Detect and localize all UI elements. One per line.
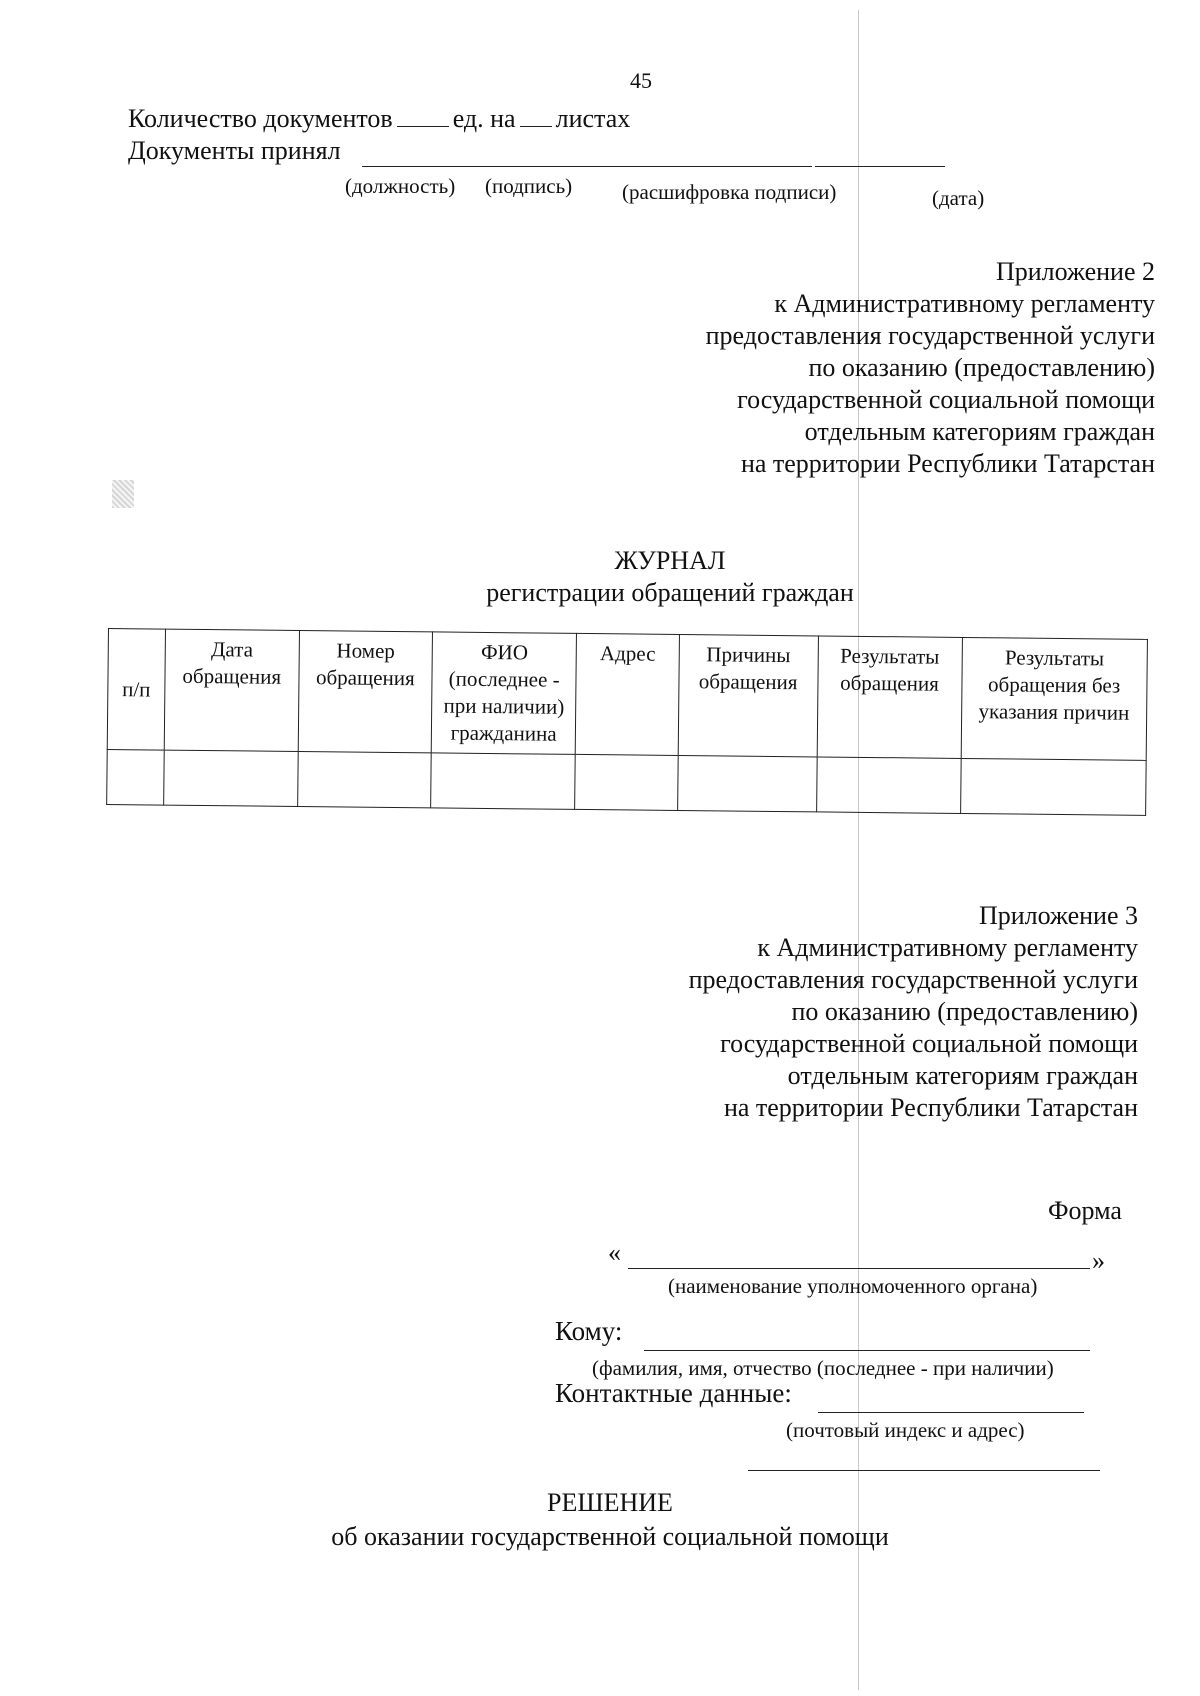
caption-position: (должность) [345, 174, 456, 198]
contacts-label: Контактные данные: [555, 1378, 792, 1408]
date-line [815, 166, 945, 167]
appendix-2-line: по оказанию (предоставлению) [808, 353, 1155, 382]
contacts-extra-line [748, 1470, 1100, 1471]
header-cell: Результаты обращения без указания причин [961, 637, 1148, 760]
accepted-by-line [362, 166, 812, 167]
header-cell: Номер обращения [298, 631, 433, 753]
contacts-line [818, 1412, 1084, 1413]
doc-count-blank [397, 106, 449, 127]
table-row [107, 749, 1147, 815]
quote-open: « [608, 1238, 621, 1267]
table-cell [107, 749, 165, 805]
appendix-2-line: отдельным категориям граждан [804, 417, 1155, 446]
table-cell [297, 751, 431, 807]
contacts-caption: (почтовый индекс и адрес) [786, 1418, 1025, 1442]
header-cell: ФИО (последнее - при наличии) гражданина [431, 632, 576, 755]
caption-signature: (подпись) [485, 174, 573, 198]
table-cell [960, 758, 1146, 815]
header-cell: Причины обращения [678, 634, 818, 756]
to-line [644, 1350, 1090, 1351]
table-cell [164, 750, 298, 806]
form-label: Форма [1048, 1196, 1122, 1225]
appendix-3-line: по оказанию (предоставлению) [791, 997, 1138, 1026]
accepted-by-label: Документы принял [128, 136, 341, 165]
sheets-count-blank [520, 106, 552, 127]
table-cell [816, 757, 961, 814]
page-number: 45 [630, 68, 652, 93]
appendix-2-line: государственной социальной помощи [737, 385, 1155, 414]
appendix-3-line: к Административному регламенту [757, 933, 1138, 962]
quote-close: » [1092, 1246, 1105, 1275]
to-caption: (фамилия, имя, отчество (последнее - при наличии) [592, 1356, 1054, 1380]
org-name-line [628, 1268, 1090, 1269]
to-label: Кому: [555, 1316, 623, 1346]
journal-subtitle: регистрации обращений граждан [486, 578, 854, 607]
appendix-3-line: отдельным категориям граждан [787, 1061, 1138, 1090]
caption-signature-decoding: (расшифровка подписи) [622, 180, 837, 204]
appendix-3-line: государственной социальной помощи [720, 1029, 1138, 1058]
header-cell: п/п [107, 629, 165, 751]
doc-count-line [128, 104, 630, 134]
appendix-3-line: на территории Республики Татарстан [723, 1093, 1138, 1122]
doc-count-suffix: листах [555, 104, 631, 133]
decision-title: РЕШЕНИЕ [547, 1488, 673, 1517]
journal-header-row [107, 629, 1147, 761]
appendix-3-line: Приложение 3 [978, 901, 1138, 930]
appendix-3-header [438, 900, 1138, 1124]
header-cell: Адрес [575, 633, 679, 755]
table-cell [575, 754, 678, 810]
caption-date: (дата) [932, 186, 985, 210]
doc-count-mid: ед. на [452, 104, 516, 133]
appendix-3-line: предоставления государственной услуги [688, 965, 1138, 994]
doc-count-prefix: Количество документов [128, 104, 393, 133]
journal-table [106, 628, 1148, 816]
journal-title: ЖУРНАЛ [614, 546, 726, 575]
appendix-2-line: предоставления государственной услуги [705, 321, 1155, 350]
appendix-2-line: к Административному регламенту [774, 289, 1155, 318]
appendix-2-line: Приложение 2 [995, 257, 1155, 286]
org-name-caption: (наименование уполномоченного органа) [668, 1274, 1038, 1298]
appendix-2-header [455, 256, 1155, 480]
header-cell: Дата обращения [164, 629, 299, 751]
decision-subtitle: об оказании государственной социальной помощи [331, 1522, 889, 1551]
header-cell: Результаты обращения [817, 636, 962, 759]
scan-artifact [112, 480, 134, 508]
appendix-2-line: на территории Республики Татарстан [740, 449, 1155, 478]
table-cell [677, 755, 816, 811]
table-cell [431, 753, 576, 810]
